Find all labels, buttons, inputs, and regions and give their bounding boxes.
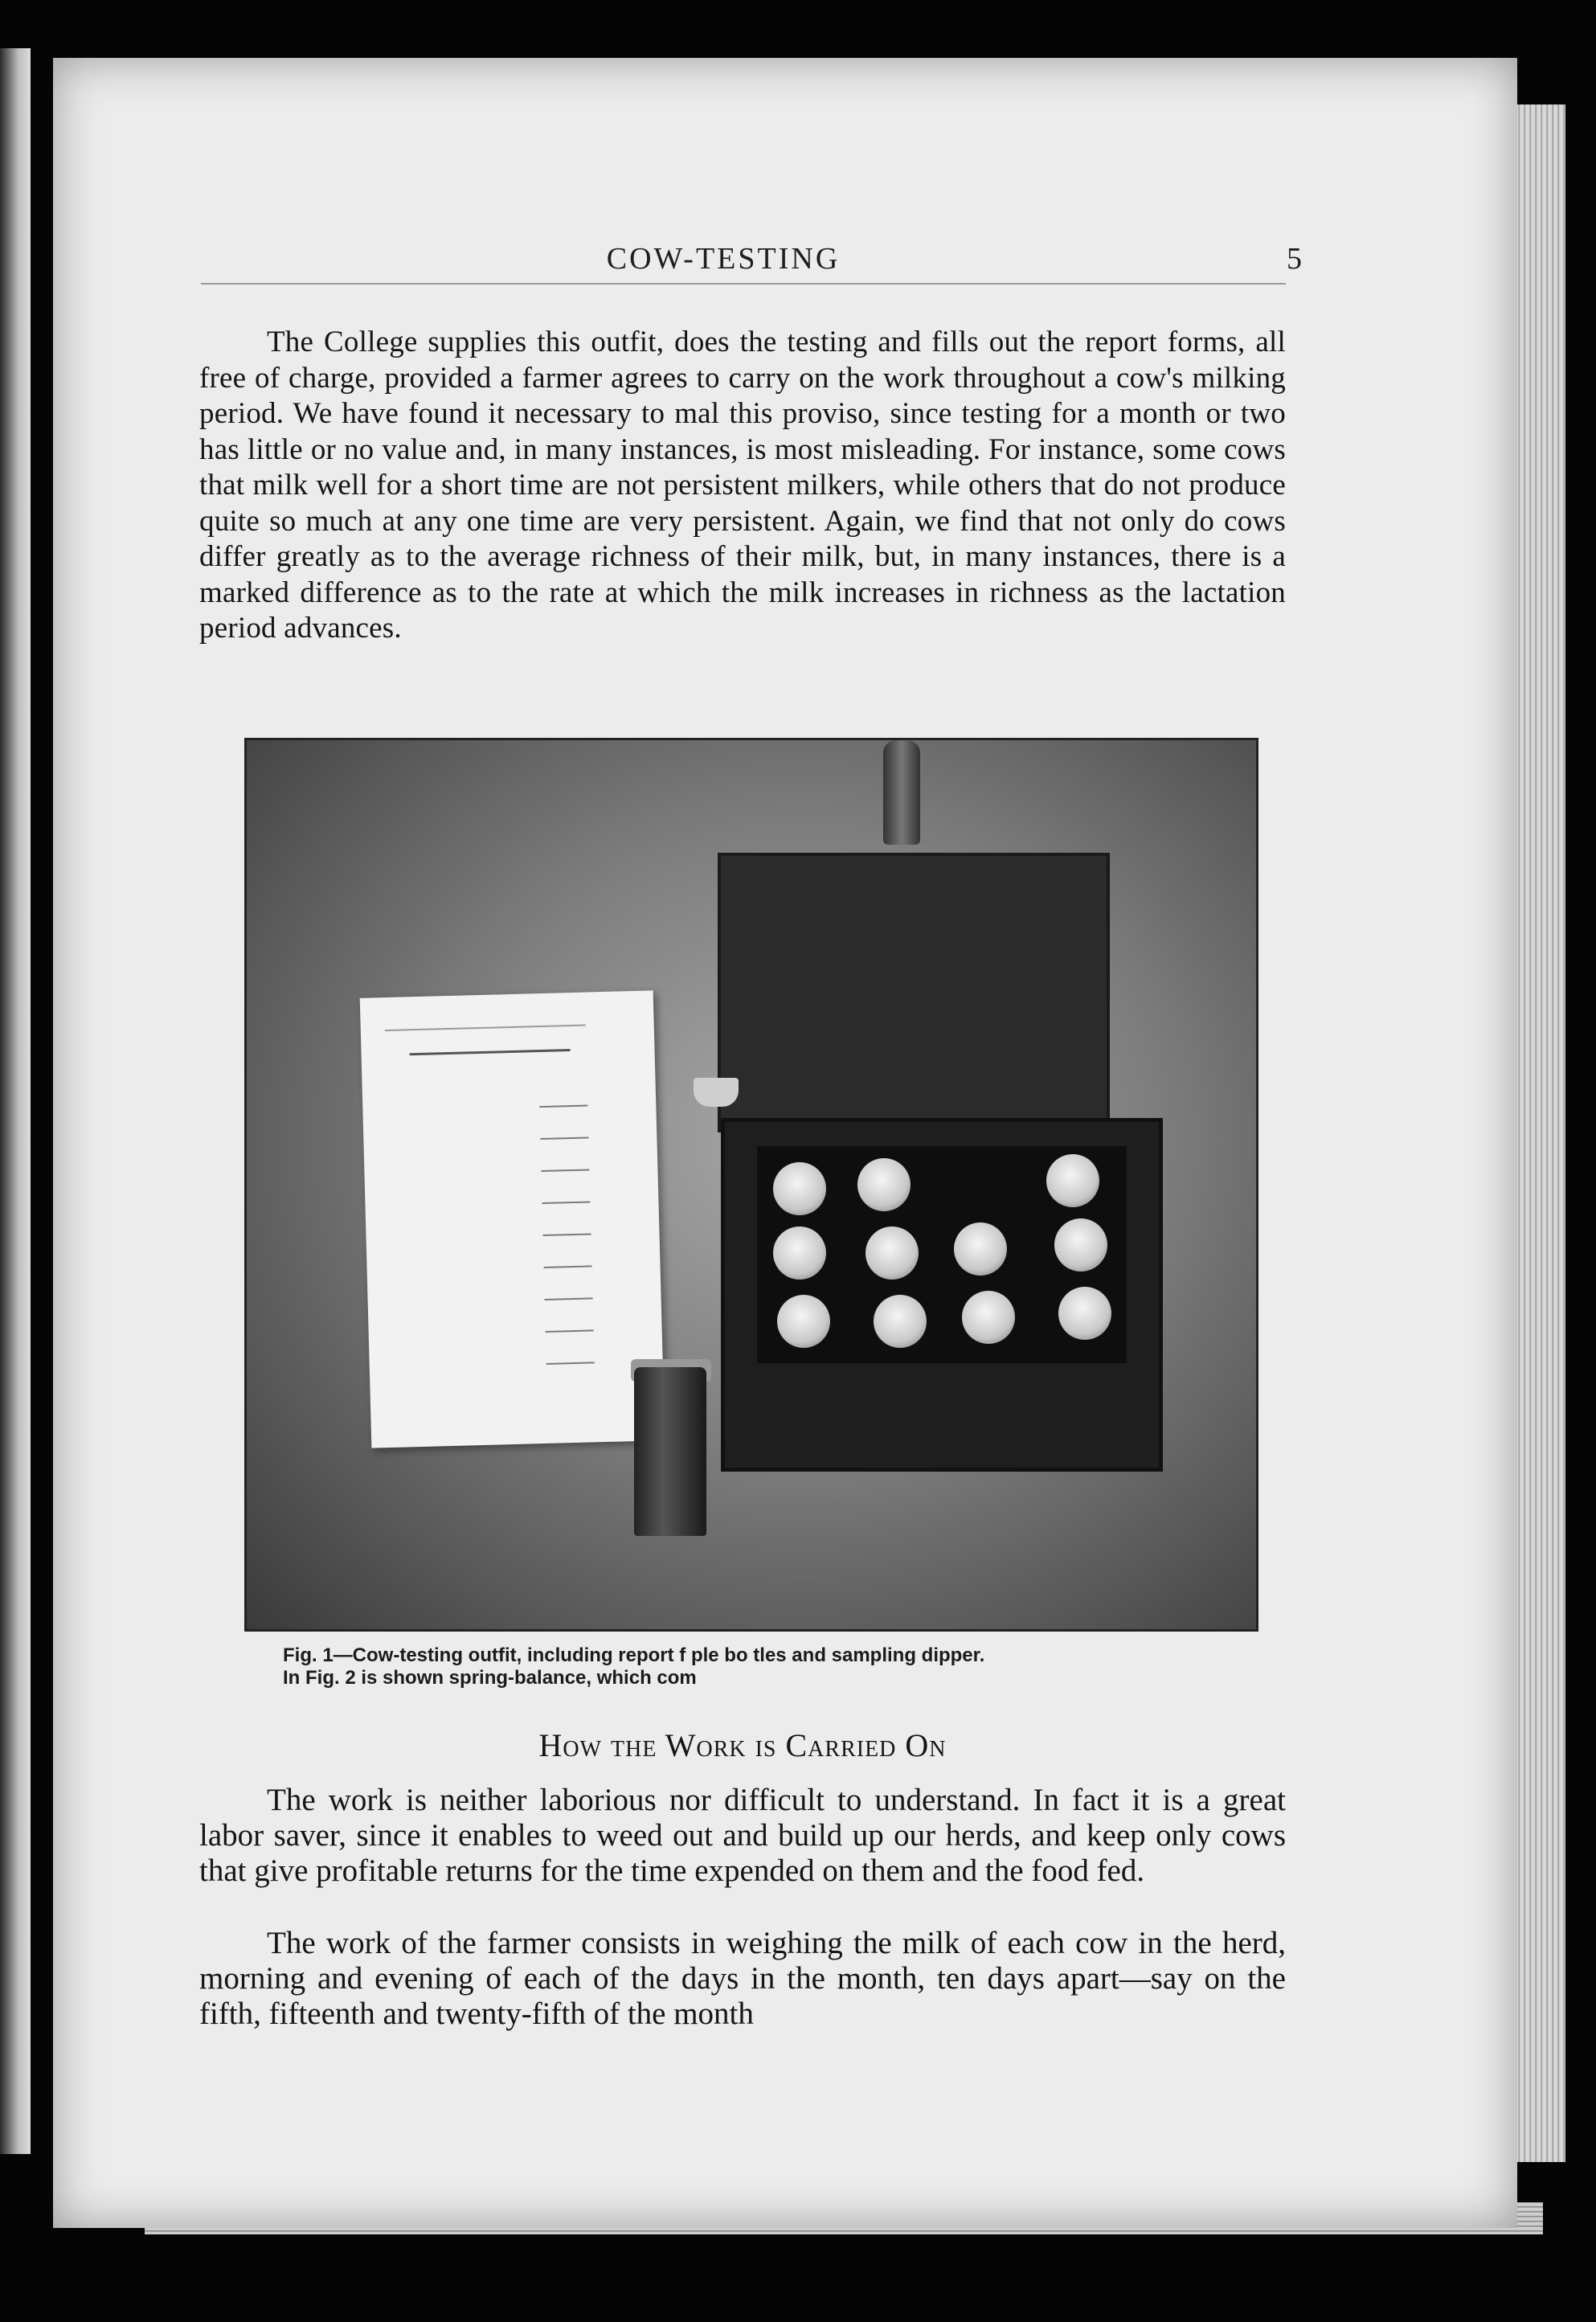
figure-photo <box>244 738 1258 1632</box>
sample-bottle <box>857 1158 911 1211</box>
sample-bottle <box>954 1222 1007 1276</box>
sample-bottle <box>773 1227 826 1280</box>
caption-line: In Fig. 2 is shown spring-balance, which com <box>283 1667 697 1689</box>
sample-bottle <box>1058 1287 1111 1340</box>
report-form <box>360 990 665 1448</box>
paragraph-text: The College supplies this outfit, does the testing and fills out the report forms, all free of charge, provided a farmer agrees to carry on the work throughout a cow's milking period. We have found it necessary to mal this proviso, since testing for a month or two has little or no value and, in many instances, is most misleading. For instance, some cows that milk well for a short time are not persistent milkers, while others that do not produce quite so much at any one time are very persistent. Again, we find that not only do cows differ greatly as to the average richness of their milk, but, in many instances, there is a marked difference as to the rate at which the milk increases in richness as the lactation period advances. <box>199 326 1286 645</box>
running-head <box>145 241 1302 281</box>
sample-bottle <box>773 1162 826 1215</box>
sample-bottle <box>962 1291 1015 1344</box>
page-number: 5 <box>1287 242 1302 276</box>
section-paragraph <box>199 1783 1286 1889</box>
header-rule <box>201 283 1286 285</box>
caption-line: Fig. 1—Cow-testing outfit, including report f ple bo tles and sampling dipper. <box>283 1644 985 1666</box>
opening-paragraph <box>199 325 1286 647</box>
sample-bottle <box>1054 1218 1107 1272</box>
figure-caption <box>283 1644 1271 1689</box>
box-lid <box>718 853 1110 1132</box>
sample-box <box>721 1118 1163 1472</box>
paragraph-text: The work is neither laborious nor difficult to understand. In fact it is a great labor saver, since it enables to weed out and build up our herds, and keep only cows that give profitable returns for the time expended on them and the food fed. <box>199 1783 1286 1888</box>
running-title: COW-TESTING <box>606 242 841 276</box>
section-paragraph <box>199 1926 1286 2032</box>
section-heading: How the Work is Carried On <box>538 1727 947 1763</box>
page-stack-edges <box>1509 104 1565 2162</box>
paragraph-text: The work of the farmer consists in weighing the milk of each cow in the herd, morning and evening of each of the days in the month, ten days apart—say on the fifth, fifteenth and twenty-fifth of the month <box>199 1926 1286 2031</box>
jar <box>634 1367 706 1536</box>
sample-bottle <box>866 1227 919 1280</box>
sample-bottle <box>1046 1154 1099 1207</box>
balance-handle <box>883 740 920 845</box>
sampling-dipper <box>694 1078 739 1107</box>
sample-bottle <box>874 1295 927 1348</box>
adjacent-page-edge <box>0 48 31 2154</box>
sample-bottle <box>777 1295 830 1348</box>
